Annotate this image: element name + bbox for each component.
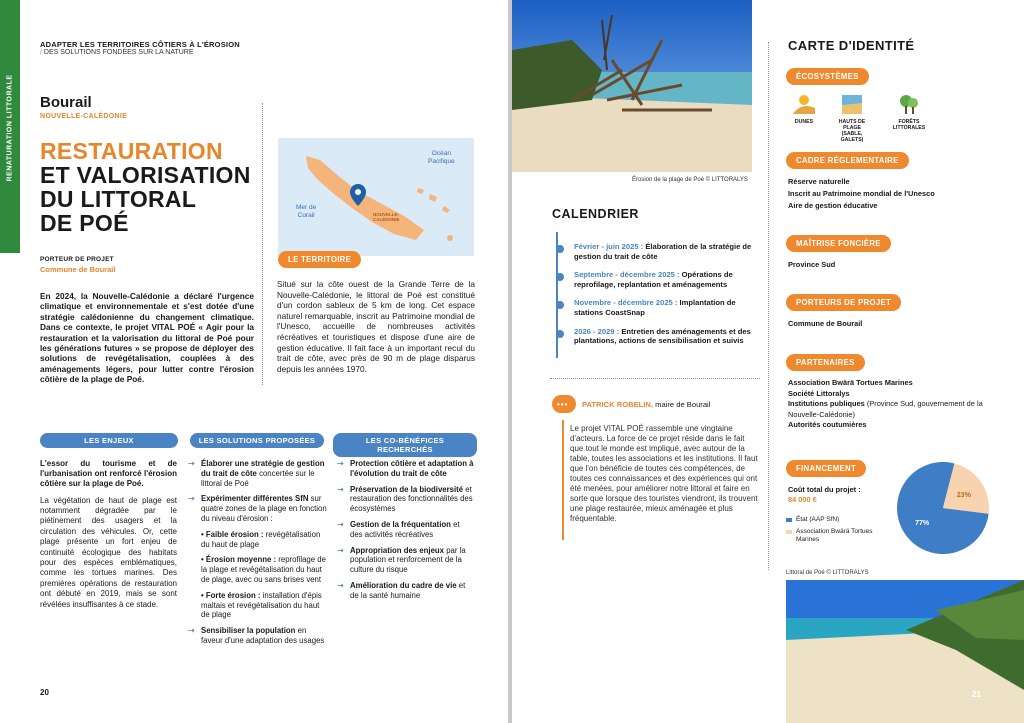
photo1-caption: Érosion de la plage de Poé © LITTORALYS bbox=[632, 177, 748, 183]
beach-icon bbox=[841, 94, 863, 114]
calendar-list bbox=[574, 242, 754, 355]
map-label-nc: NOUVELLE- CALÉDONIE bbox=[373, 212, 400, 222]
side-stripe bbox=[0, 0, 20, 253]
page-number-right: 21 bbox=[972, 690, 981, 699]
territory-name: NOUVELLE-CALÉDONIE bbox=[40, 113, 128, 120]
intro-paragraph: En 2024, la Nouvelle-Calédonie a déclaré l'urgence climatique et environnementale et s'est dotée d'une stratégie calédonienne du changement climatique. Dans ce contexte, le projet VITAL POÉ « Agir pour la restauration et la valorisation du littoral de Poé pour les générations futures » se propose de déployer des solutions de revégétalisation, couplées à des aménagements légers, pour lutter contre l'érosion côtière de la plage de Poé. bbox=[40, 291, 254, 385]
cobenefit-item: ➝ Amélioration du cadre de vie et de la santé humaine bbox=[337, 580, 466, 600]
page-title bbox=[40, 139, 251, 235]
solution-subitem: • Forte érosion : installation d'épis maltais et revégétalisation du haut de plage bbox=[201, 590, 322, 620]
solutions-pill: LES SOLUTIONS PROPOSÉES bbox=[190, 433, 324, 448]
kicker-subtitle: DES SOLUTIONS FONDÉES SUR LA NATURE bbox=[43, 49, 194, 56]
porteur-name: Commune de Bourail bbox=[40, 265, 116, 274]
cobenefits-pill: LES CO-BÉNÉFICES RECHERCHÉS bbox=[333, 433, 477, 457]
legend-item-etat: État (AAP SfN) bbox=[786, 516, 896, 524]
kicker-title: ADAPTER LES TERRITOIRES CÔTIERS À L'ÉROSION bbox=[40, 40, 240, 49]
territoire-text: Situé sur la côte ouest de la Grande Terre de la Nouvelle-Calédonie, le littoral de Poé est constitué d'un cordon sableux de 5 km de long. Cet espace naturel remarquable, inscrit au Patrimoine mondial de l'Unesco, accueille de nombreuses activités récréatives et touristiques et dispose d'une aire de gestion éducative. Il fait face à un important recul du trait de côte, avec près de 90 m de plage disparus depuis les années 1970. bbox=[277, 279, 475, 374]
financement-label: Coût total du projet : bbox=[788, 485, 861, 494]
porteur-label: PORTEUR DE PROJET bbox=[40, 256, 114, 263]
partenaires-list: Association Bwärä Tortues Marines Société Littoralys Institutions publiques (Province Sud, gouvernement de la Nouvelle-Calédonie) Autorités coutumières bbox=[788, 378, 983, 430]
ecosystems-pill: ÉCOSYSTÈMES bbox=[786, 68, 869, 85]
kicker-slash: / bbox=[40, 49, 42, 56]
eco-beach: HAUTS DE PLAGE (SABLE, GALETS) bbox=[832, 94, 872, 143]
page-number: 20 bbox=[40, 688, 49, 697]
calendar-dot-icon bbox=[556, 301, 564, 309]
calendar-item: 2026 - 2029 : Entretien des aménagements et des plantations, actions de sensibilisation et suivis bbox=[574, 327, 754, 346]
calendar-dot-icon bbox=[556, 273, 564, 281]
cobenefit-item: ➝ Appropriation des enjeux par la population et renforcement de la culture du risque bbox=[337, 545, 466, 575]
solution-item: ➝ Sensibiliser la population en faveur d'une adaptation des usages bbox=[188, 626, 325, 645]
calendar-dot-icon bbox=[556, 330, 564, 338]
fonciere-value: Province Sud bbox=[788, 260, 836, 269]
cobenefit-item: ➝ Gestion de la fréquentation et des activités récréatives bbox=[337, 519, 460, 539]
divider bbox=[262, 103, 263, 385]
solutions-list bbox=[188, 459, 327, 652]
title-line-1: RESTAURATION bbox=[40, 138, 223, 164]
legend-item-association: Association Bwärä Tortues Marines bbox=[786, 528, 896, 544]
title-line-3: DU LITTORAL bbox=[40, 186, 197, 212]
cobenefit-item: ➝ Préservation de la biodiversité et restauration des fonctionnalités des écosystèmes bbox=[337, 484, 473, 514]
calendar-item: Novembre - décembre 2025 : Implantation de stations CoastSnap bbox=[574, 298, 754, 317]
solution-item: ➝ Élaborer une stratégie de gestion du trait de côte concertée sur le littoral de Poé bbox=[188, 459, 325, 488]
porteurs-value: Commune de Bourail bbox=[788, 319, 863, 328]
eco-dunes: DUNES bbox=[792, 94, 816, 125]
kicker bbox=[40, 40, 240, 56]
financement-amount: 84 000 € bbox=[788, 495, 817, 504]
cobenefit-item: ➝ Protection côtière et adaptation à l'évolution du trait de côte bbox=[337, 459, 474, 478]
erosion-photo bbox=[512, 0, 752, 172]
quote-text: Le projet VITAL POÉ rassemble une vingtaine d'acteurs. La force de ce projet réside dans le fait que tout le monde est impliqué, avec autour de la table, toutes les associations et les institutions. Il faut que l'on bénéficie de toutes ces compétences, de toutes ces connaissances et des expériences qui ont été menées, pour améliorer notre littoral et faire en sorte que lorsque des touristes viendront, ils trouvent une plage restaurée, mieux aménagée et plus fréquentable. bbox=[570, 424, 758, 523]
cadre-list: Réserve naturelle Inscrit au Patrimoine mondial de l'Unesco Aire de gestion éducative bbox=[788, 177, 935, 210]
city-name: Bourail bbox=[40, 94, 92, 111]
map-label-pacific: Océan Pacifique bbox=[428, 150, 455, 165]
porteurs-pill: PORTEURS DE PROJET bbox=[786, 294, 901, 311]
financement-pill: FINANCEMENT bbox=[786, 460, 866, 477]
right-page bbox=[512, 0, 1024, 723]
financement-pie-chart bbox=[895, 460, 991, 556]
photo2-caption: Littoral de Poé © LITTORALYS bbox=[786, 570, 869, 576]
dunes-icon bbox=[793, 94, 815, 114]
territory-map bbox=[278, 138, 474, 256]
pie-label-0: 77% bbox=[915, 520, 930, 528]
beach-photo bbox=[786, 580, 1024, 723]
enjeux-pill: LES ENJEUX bbox=[40, 433, 178, 448]
cobenefits-list bbox=[337, 459, 474, 607]
calendar-item: Septembre - décembre 2025 : Opérations de reprofilage, replantation et aménagements bbox=[574, 270, 754, 289]
pie-label-1: 23% bbox=[956, 491, 971, 499]
map-label-coral: Mer de Corail bbox=[296, 204, 317, 219]
calendar-item: Février - juin 2025 : Élaboration de la stratégie de gestion du trait de côte bbox=[574, 242, 754, 261]
solution-subitem: • Érosion moyenne : reprofilage de la plage et revégétalisation du haut de plage, avec ou sans brises vent bbox=[201, 555, 326, 584]
quote-author: PATRICK ROBELIN, maire de Bourail bbox=[582, 400, 711, 409]
title-line-4: DE POÉ bbox=[40, 210, 129, 236]
forest-icon bbox=[898, 94, 920, 114]
calendar-title: CALENDRIER bbox=[552, 207, 639, 221]
speech-bubble-icon: ••• bbox=[552, 395, 576, 413]
quote-bar bbox=[562, 420, 564, 540]
eco-forest: FORÊTS LITTORALES bbox=[892, 94, 926, 131]
solution-item: ➝ Expérimenter différentes SfN sur quatre zones de la plage en fonction du niveau d'érosion : bbox=[188, 494, 327, 523]
solution-subitem: • Faible érosion : revégétalisation du haut de plage bbox=[201, 529, 321, 549]
quote-divider bbox=[550, 378, 760, 379]
fonciere-pill: MAÎTRISE FONCIÈRE bbox=[786, 235, 891, 252]
side-label: RENATURATION LITTORALE bbox=[6, 74, 14, 182]
vertical-divider bbox=[768, 42, 769, 570]
territoire-pill: LE TERRITOIRE bbox=[278, 251, 361, 268]
title-line-2: ET VALORISATION bbox=[40, 162, 251, 188]
enjeux-column bbox=[40, 459, 177, 610]
partenaires-pill: PARTENAIRES bbox=[786, 354, 865, 371]
chart-legend bbox=[786, 516, 896, 544]
enjeux-lead: L'essor du tourisme et de l'urbanisation ont renforcé l'érosion côtière sur la plage de Poé. bbox=[40, 459, 177, 489]
enjeux-text: La végétation de haut de plage est notamment dégradée par le piétinement des usagers et la circulation des véhicules. Or, cette plage présente un fort enjeu de continuité écologique des habitats pour des espèces emblématiques, comme les tortues marines. Des premières opérations de restauration ont débuté en 2019, mais se sont révélées insuffisantes à ce stade. bbox=[40, 495, 177, 609]
cadre-pill: CADRE RÉGLEMENTAIRE bbox=[786, 152, 909, 169]
ecosystems-row bbox=[788, 94, 978, 143]
identity-title: CARTE D'IDENTITÉ bbox=[788, 38, 915, 53]
left-page bbox=[0, 0, 508, 723]
calendar-dot-icon bbox=[556, 245, 564, 253]
